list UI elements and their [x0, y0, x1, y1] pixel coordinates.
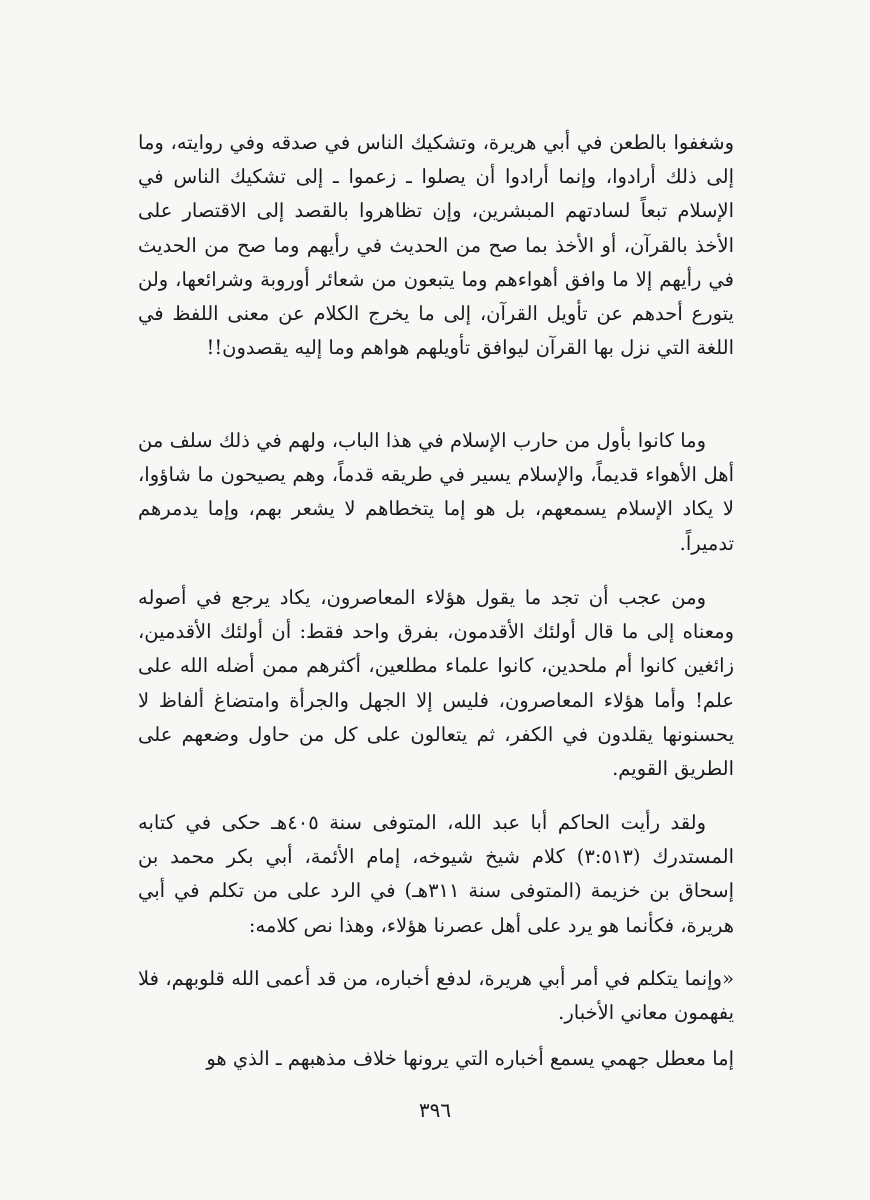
quote-paragraph: «وإنما يتكلم في أمر أبي هريرة، لدفع أخباره، من قد أعمى الله قلوبهم، فلا يفهمون معاني الأخبار.	[138, 967, 734, 1025]
paragraph-6: إما معطل جهمي يسمع أخباره التي يرونها خلاف مذهبهم ـ الذي هو	[206, 1047, 734, 1070]
paragraph-4: ولقد رأيت الحاكم أبا عبد الله، المتوفى سنة ٤٠٥هـ حكى في كتابه المستدرك (٣:٥١٣) كلام شيخ شيوخه، إمام الأئمة، أبي بكر محمد بن إسحاق بن خزيمة (المتوفى سنة ٣١١هـ) في الرد على من تكلم في أبي هريرة، فكأنما هو يرد على أهل عصرنا هؤلاء، وهذا نص كلامه:	[138, 811, 734, 937]
paragraph-3: ومن عجب أن تجد ما يقول هؤلاء المعاصرون، يكاد يرجع في أصوله ومعناه إلى ما قال أولئك الأقدمون، بفرق واحد فقط: أن أولئك الأقدمين، زائغين كانوا أم ملحدين، كانوا علماء مطلعين، أكثرهم ممن أضله الله على علم! وأما هؤلاء المعاصرون، فليس إلا الجهل والجرأة وامتضاغ ألفاظ لا يحسنونها يقلدون في الكفر، ثم يتعالون على كل من حاول وضعهم على الطريق القويم.	[138, 586, 734, 781]
page-number: ٣٩٦	[418, 1098, 452, 1122]
paragraph-1: وشغفوا بالطعن في أبي هريرة، وتشكيك الناس في صدقه وفي روايته، وما إلى ذلك أرادوا، وإنما أرادوا أن يصلوا ـ زعموا ـ إلى تشكيك الناس في الإسلام تبعاً لسادتهم المبشرين، وإن تظاهروا بالقصد إلى الاقتصار على الأخذ بالقرآن، أو الأخذ بما صح من الحديث في رأيهم وما صح من الحديث في رأيهم إلا ما وافق أهواءهم وما يتبعون من شعائر أوروبة وشرائعها، ولن يتورع أحدهم عن تأويل القرآن، إلى ما يخرج الكلام عن معنى اللفظ في اللغة التي نزل بها القرآن ليوافق تأويلهم هواهم وما إليه يقصدون!!	[138, 131, 734, 360]
paragraph-2: وما كانوا بأول من حارب الإسلام في هذا الباب، ولهم في ذلك سلف من أهل الأهواء قديماً، والإسلام يسير في طريقه قدماً، وهم يصيحون ما شاؤوا، لا يكاد الإسلام يسمعهم، بل هو إما يتخطاهم لا يشعر بهم، وإما يدمرهم تدميراً.	[138, 429, 734, 555]
